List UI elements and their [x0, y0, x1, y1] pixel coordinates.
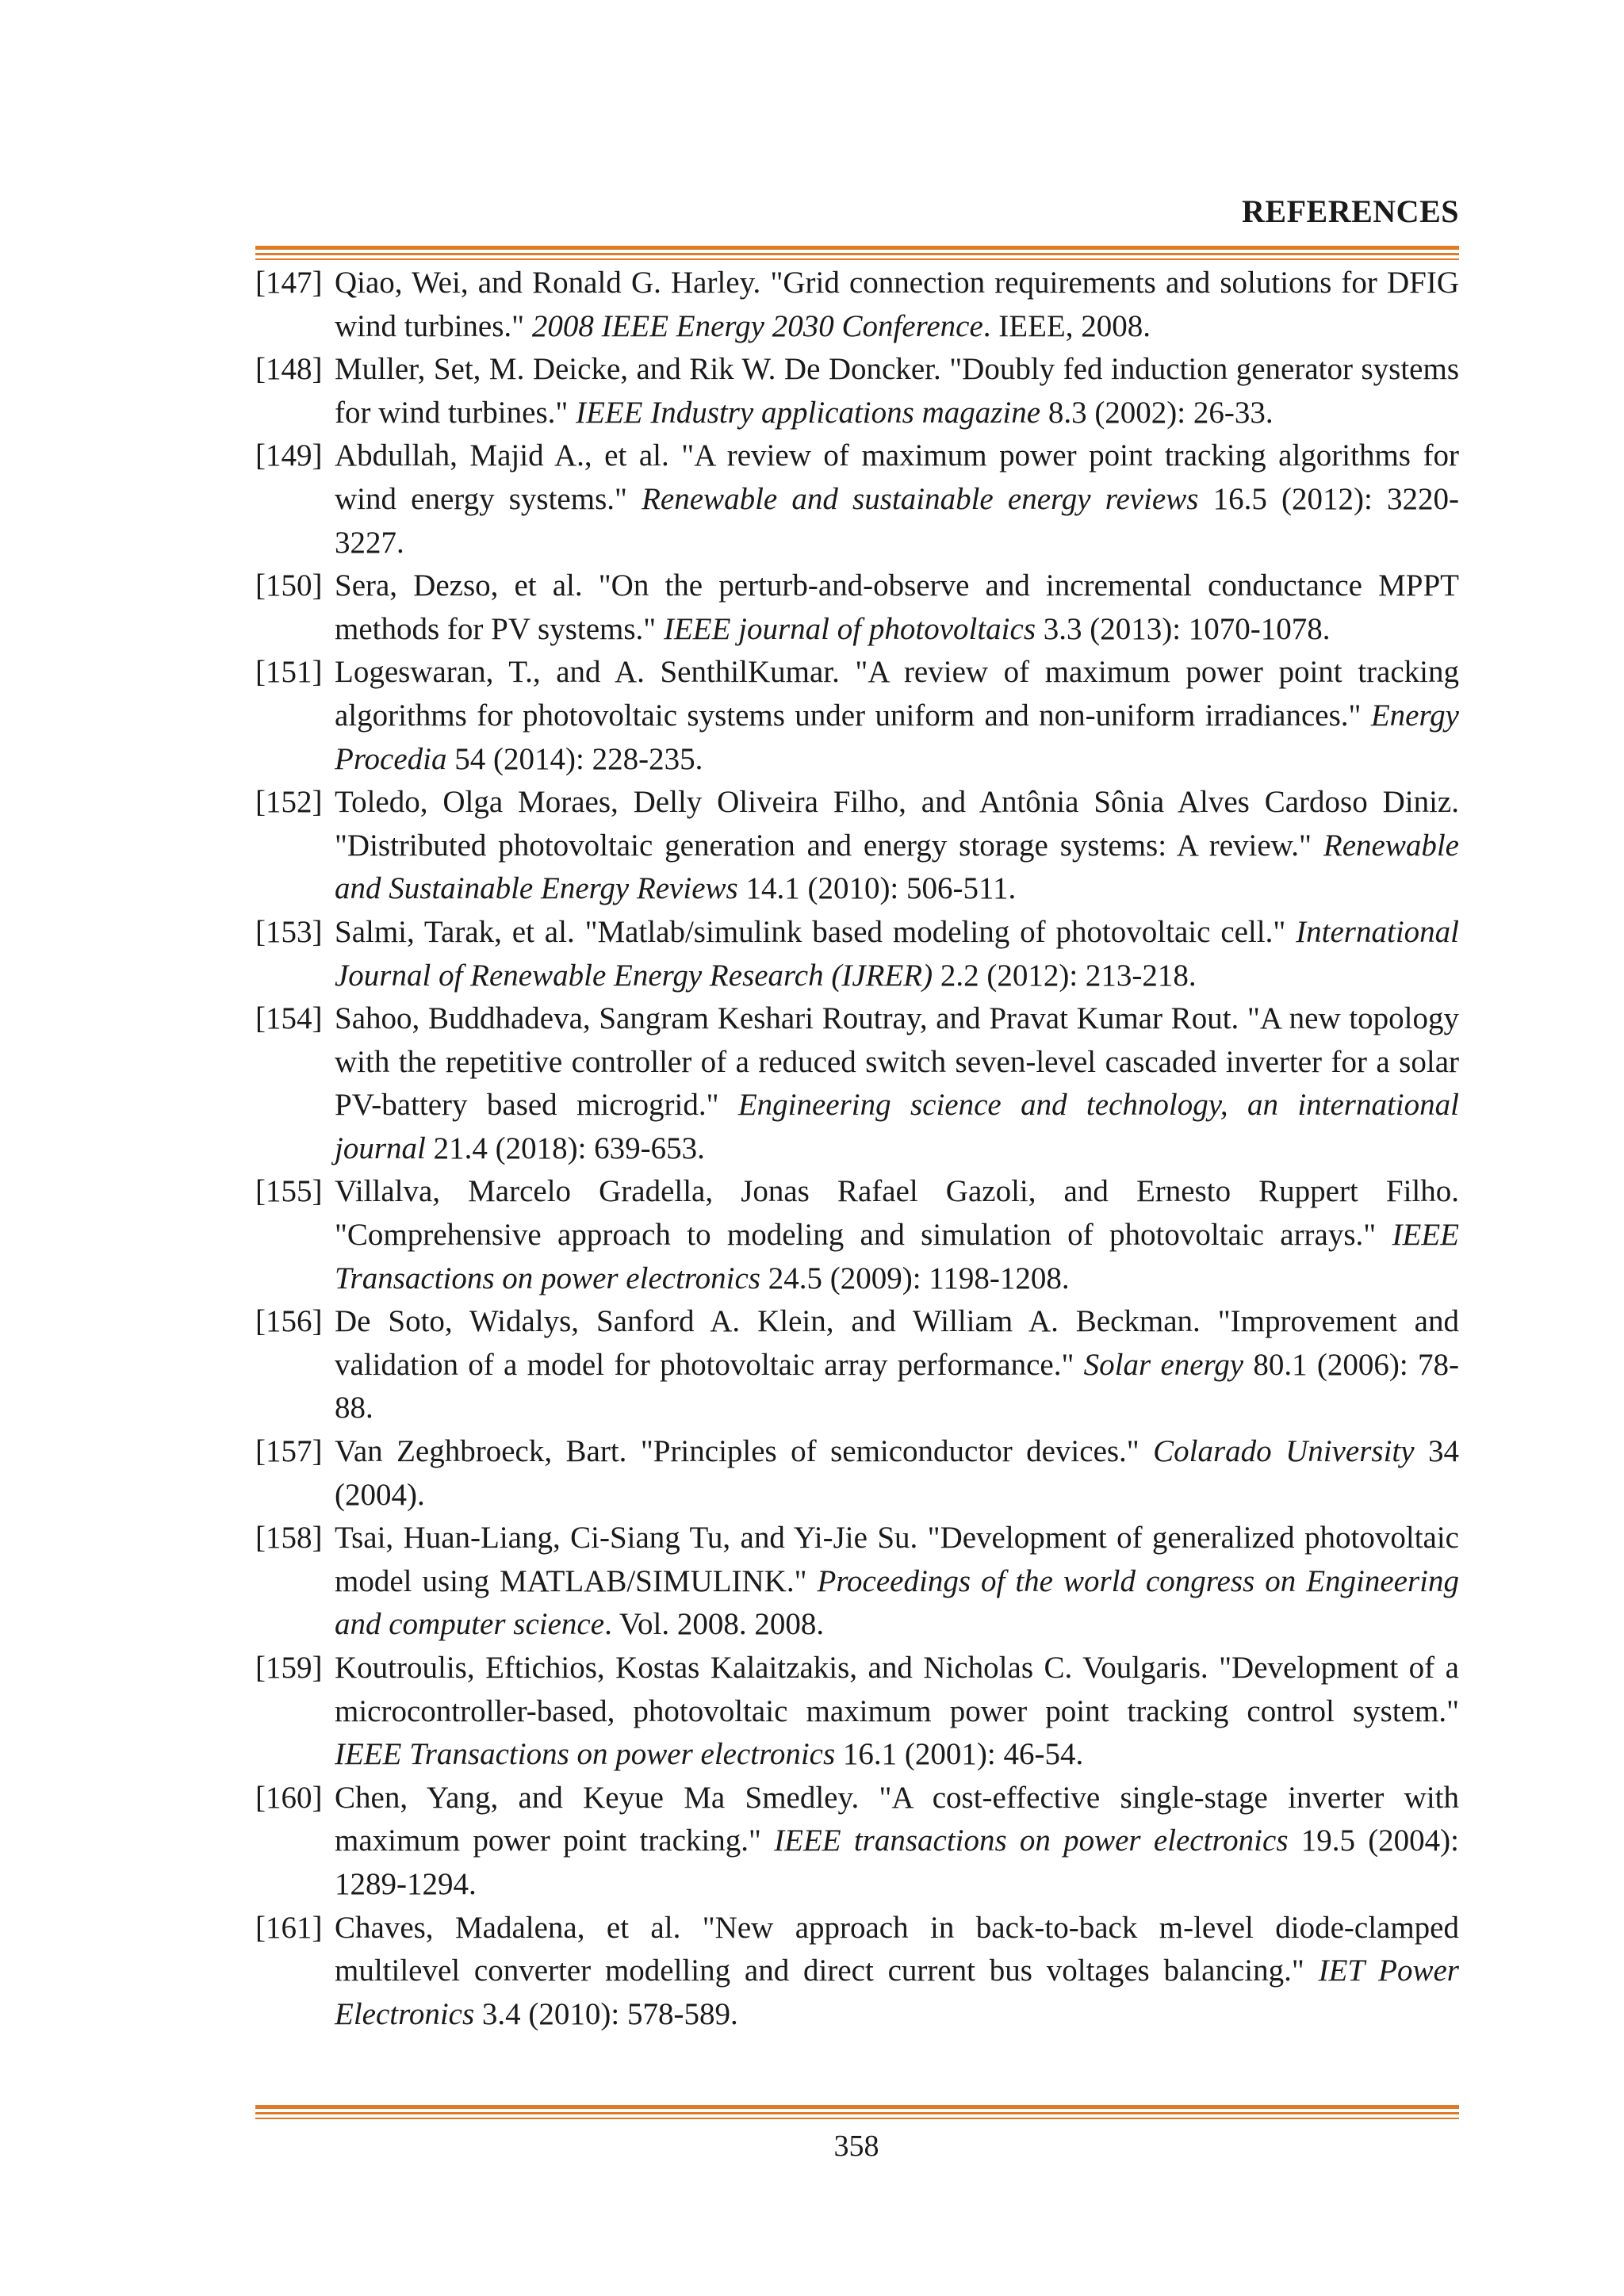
reference-authors-title: Qiao, Wei, and Ronald G. Harley. "Grid connection requirements and solutions for DFIG wind turbines."	[335, 266, 1459, 343]
reference-number: [152]	[255, 785, 323, 820]
reference-text	[335, 1517, 1459, 1647]
reference-journal: Renewable and sustainable energy reviews	[642, 481, 1199, 516]
reference-authors-title: Muller, Set, M. Deicke, and Rik W. De Doncker. "Doubly fed induction generator systems for wind turbines."	[335, 352, 1459, 430]
reference-text	[335, 1647, 1459, 1777]
reference-journal: Engineering science and technology, an international journal	[335, 1088, 1459, 1165]
reference-journal: IEEE Industry applications magazine	[576, 395, 1041, 430]
reference-authors-title: Sahoo, Buddhadeva, Sangram Keshari Routray, and Pravat Kumar Rout. "A new topology with the repetitive controller of a reduced switch seven-level cascaded inverter for a solar PV-battery based microgrid."	[335, 1001, 1459, 1123]
reference-number: [158]	[255, 1521, 323, 1556]
reference-text	[335, 1430, 1459, 1517]
reference-authors-title: Logeswaran, T., and A. SenthilKumar. "A review of maximum power point tracking algorithms for photovoltaic systems under uniform and non-uniform irradiances."	[335, 655, 1459, 733]
reference-list	[255, 262, 1459, 2036]
reference-entry	[255, 911, 1459, 997]
reference-details: . Vol. 2008. 2008.	[604, 1607, 825, 1642]
reference-authors-title: Villalva, Marcelo Gradella, Jonas Rafael Gazoli, and Ernesto Ruppert Filho. "Comprehensive approach to modeling and simulation of photovoltaic arrays."	[335, 1174, 1459, 1253]
reference-details: 3.4 (2010): 578-589.	[474, 1996, 738, 2031]
reference-details: 16.5 (2012): 3220-3227.	[335, 481, 1459, 560]
header-rule	[255, 246, 1459, 260]
reference-authors-title: Chen, Yang, and Keyue Ma Smedley. "A cost-effective single-stage inverter with maximum power point tracking."	[335, 1780, 1459, 1858]
reference-entry	[255, 1430, 1459, 1517]
reference-authors-title: Toledo, Olga Moraes, Delly Oliveira Filho, and Antônia Sônia Alves Cardoso Diniz. "Distributed photovoltaic generation and energy storage systems: A review."	[335, 785, 1459, 863]
reference-number: [157]	[255, 1434, 323, 1469]
reference-entry	[255, 651, 1459, 781]
reference-journal: 2008 IEEE Energy 2030 Conference	[531, 308, 983, 343]
reference-authors-title: Chaves, Madalena, et al. "New approach in back-to-back m-level diode-clamped multilevel converter modelling and direct current bus voltages balancing."	[335, 1910, 1459, 1988]
reference-text	[335, 781, 1459, 911]
reference-journal: IET Power Electronics	[335, 1954, 1459, 2031]
reference-authors-title: Van Zeghbroeck, Bart. "Principles of semiconductor devices."	[335, 1434, 1154, 1469]
reference-entry	[255, 781, 1459, 911]
reference-authors-title: Salmi, Tarak, et al. "Matlab/simulink based modeling of photovoltaic cell."	[335, 914, 1297, 949]
reference-text	[335, 434, 1459, 564]
reference-journal: Colarado University	[1153, 1434, 1415, 1469]
reference-details: 34 (2004).	[335, 1434, 1460, 1512]
reference-journal: IEEE journal of photovoltaics	[663, 611, 1036, 646]
reference-authors-title: Koutroulis, Eftichios, Kostas Kalaitzakis, and Nicholas C. Voulgaris. "Development of a microcontroller-based, photovoltaic maximum power point tracking control system."	[335, 1651, 1459, 1728]
reference-number: [151]	[255, 655, 323, 690]
page-number: 358	[833, 2130, 879, 2163]
reference-text	[335, 651, 1459, 781]
reference-text	[335, 911, 1459, 997]
footer-rule	[255, 2105, 1459, 2119]
reference-entry	[255, 262, 1459, 348]
reference-number: [156]	[255, 1304, 323, 1339]
reference-entry	[255, 434, 1459, 564]
reference-details: 16.1 (2001): 46-54.	[835, 1737, 1084, 1772]
reference-entry	[255, 1517, 1459, 1647]
reference-details: 19.5 (2004): 1289-1294.	[335, 1823, 1460, 1901]
reference-details: 8.3 (2002): 26-33.	[1040, 395, 1274, 430]
reference-text	[335, 564, 1459, 651]
reference-entry	[255, 997, 1459, 1170]
reference-journal: Solar energy	[1083, 1347, 1244, 1382]
reference-number: [149]	[255, 438, 323, 473]
reference-entry	[255, 564, 1459, 651]
reference-details: 24.5 (2009): 1198-1208.	[760, 1261, 1070, 1295]
page-header-title: REFERENCES	[1242, 193, 1459, 229]
reference-journal: Renewable and Sustainable Energy Reviews	[335, 828, 1459, 906]
reference-journal: Proceedings of the world congress on Engineering and computer science	[335, 1563, 1459, 1642]
reference-details: . IEEE, 2008.	[982, 308, 1151, 343]
reference-journal: International Journal of Renewable Energy Research (IJRER)	[335, 914, 1459, 993]
reference-entry	[255, 1647, 1459, 1777]
reference-number: [150]	[255, 568, 323, 603]
reference-details: 80.1 (2006): 78-88.	[335, 1347, 1459, 1425]
reference-authors-title: Tsai, Huan-Liang, Ci-Siang Tu, and Yi-Jie Su. "Development of generalized photovoltaic model using MATLAB/SIMULINK."	[335, 1521, 1459, 1598]
reference-details: 54 (2014): 228-235.	[446, 741, 703, 776]
reference-authors-title: Abdullah, Majid A., et al. "A review of maximum power point tracking algorithms for wind energy systems."	[335, 438, 1459, 516]
reference-entry	[255, 348, 1459, 434]
reference-number: [153]	[255, 914, 323, 949]
reference-details: 3.3 (2013): 1070-1078.	[1036, 611, 1331, 646]
reference-number: [161]	[255, 1910, 323, 1945]
reference-text	[335, 262, 1459, 348]
reference-journal: Energy Procedia	[335, 698, 1459, 776]
reference-text	[335, 997, 1459, 1170]
reference-text	[335, 1170, 1459, 1300]
reference-authors-title: De Soto, Widalys, Sanford A. Klein, and William A. Beckman. "Improvement and validation of a model for photovoltaic array performance."	[335, 1304, 1459, 1382]
reference-number: [147]	[255, 266, 323, 300]
reference-journal: IEEE Transactions on power electronics	[335, 1737, 836, 1772]
reference-entry	[255, 1300, 1459, 1430]
reference-number: [148]	[255, 352, 323, 387]
reference-text	[335, 1777, 1459, 1907]
reference-details: 14.1 (2010): 506-511.	[737, 871, 1017, 906]
reference-details: 21.4 (2018): 639-653.	[425, 1131, 705, 1165]
reference-number: [154]	[255, 1001, 323, 1036]
reference-text	[335, 348, 1459, 434]
reference-number: [160]	[255, 1780, 323, 1815]
reference-journal: IEEE Transactions on power electronics	[335, 1218, 1459, 1295]
reference-entry	[255, 1907, 1459, 2037]
reference-entry	[255, 1170, 1459, 1300]
reference-authors-title: Sera, Dezso, et al. "On the perturb-and-observe and incremental conductance MPPT methods for PV systems."	[335, 568, 1459, 646]
reference-entry	[255, 1777, 1459, 1907]
reference-details: 2.2 (2012): 213-218.	[933, 958, 1197, 993]
reference-journal: IEEE transactions on power electronics	[774, 1823, 1289, 1858]
reference-number: [155]	[255, 1174, 323, 1209]
reference-text	[335, 1300, 1459, 1430]
reference-text	[335, 1907, 1459, 2037]
reference-number: [159]	[255, 1651, 323, 1685]
